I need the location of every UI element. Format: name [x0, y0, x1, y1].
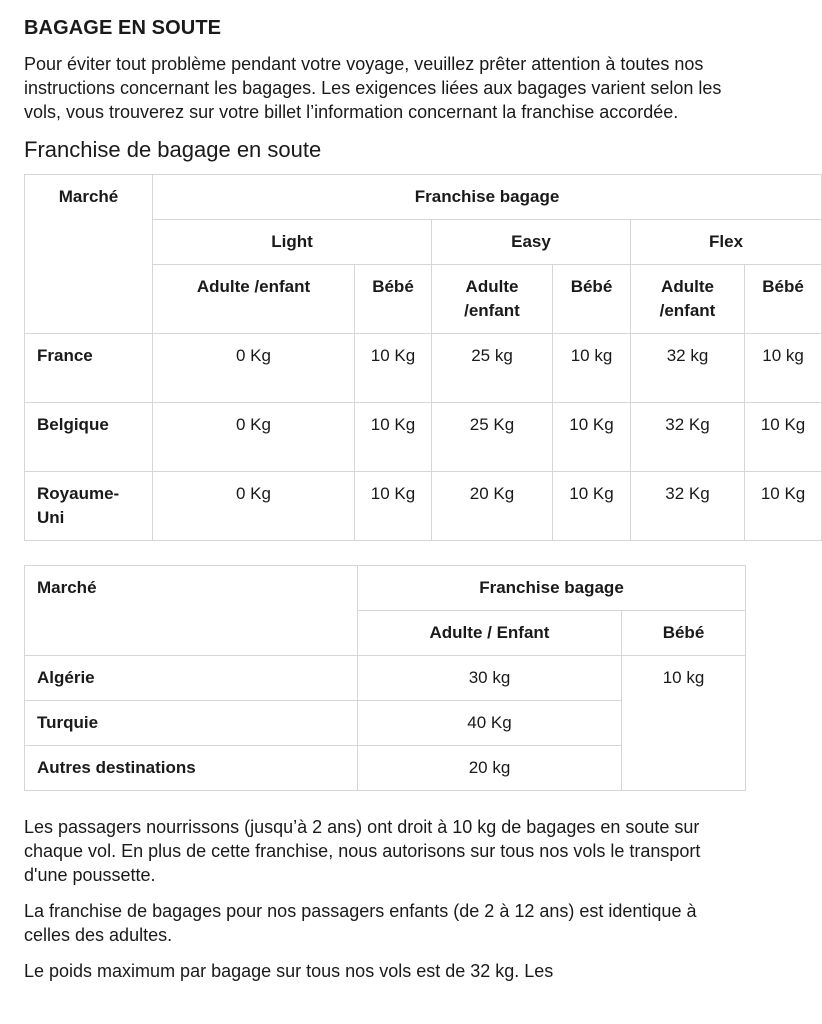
easy-baby-header: Bébé — [553, 265, 631, 334]
easy-adult-cell: 25 Kg — [432, 403, 553, 472]
easy-adult-cell: 25 kg — [432, 334, 553, 403]
easy-baby-cell: 10 kg — [553, 334, 631, 403]
market-cell: Belgique — [25, 403, 153, 472]
table-row — [25, 403, 822, 472]
market-cell: Algérie — [25, 656, 358, 701]
section-title: BAGAGE EN SOUTE — [24, 17, 222, 39]
baby-header: Bébé — [622, 611, 746, 656]
intro-paragraph: Pour éviter tout problème pendant votre voyage, veuillez prêter attention à toutes nos instructions concernant les bagages. Les exigences liées aux bagages varient selon les vols, vous trouverez sur votre billet l’information concernant la franchise accordée. — [24, 54, 722, 122]
fare-easy-header: Easy — [432, 220, 631, 265]
infant-paragraph: Les passagers nourrissons (jusqu’à 2 ans) ont droit à 10 kg de bagages en soute sur chaque vol. En plus de cette franchise, nous autorisons sur tous nos vols le transport d'une poussette. — [24, 817, 701, 885]
cut-off-text-line — [24, 0, 746, 10]
light-adult-header: Adulte /enfant — [153, 265, 355, 334]
flex-baby-cell: 10 Kg — [745, 403, 822, 472]
max-weight-paragraph: Le poids maximum par bagage sur tous nos vols est de 32 kg. Les — [24, 961, 554, 981]
allowance-header: Franchise bagage — [153, 175, 822, 220]
flex-adult-cell: 32 kg — [631, 334, 745, 403]
flex-adult-cell: 32 Kg — [631, 403, 745, 472]
fare-light-header: Light — [153, 220, 432, 265]
market-cell: Royaume-Uni — [25, 472, 153, 541]
allowance-table-other — [24, 565, 746, 791]
light-baby-header: Bébé — [355, 265, 432, 334]
adult-cell: 20 kg — [358, 746, 622, 791]
light-baby-cell: 10 Kg — [355, 403, 432, 472]
light-adult-cell: 0 Kg — [153, 472, 355, 541]
table-row — [25, 334, 822, 403]
page-content — [24, 0, 806, 983]
light-baby-cell: 10 Kg — [355, 472, 432, 541]
adult-cell: 40 Kg — [358, 701, 622, 746]
allowance-header: Franchise bagage — [358, 566, 746, 611]
flex-baby-header: Bébé — [745, 265, 822, 334]
allowance-subheading: Franchise de bagage en soute — [24, 137, 322, 162]
table-row — [25, 656, 746, 701]
easy-adult-cell: 20 Kg — [432, 472, 553, 541]
easy-baby-cell: 10 Kg — [553, 472, 631, 541]
baby-cell: 10 kg — [622, 656, 746, 791]
light-adult-cell: 0 Kg — [153, 334, 355, 403]
easy-baby-cell: 10 Kg — [553, 403, 631, 472]
adult-child-header: Adulte / Enfant — [358, 611, 622, 656]
flex-adult-cell: 32 Kg — [631, 472, 745, 541]
market-cell: France — [25, 334, 153, 403]
allowance-table-europe — [24, 174, 822, 541]
market-header: Marché — [25, 566, 358, 656]
light-adult-cell: 0 Kg — [153, 403, 355, 472]
table-row — [25, 472, 822, 541]
adult-cell: 30 kg — [358, 656, 622, 701]
child-paragraph: La franchise de bagages pour nos passagers enfants (de 2 à 12 ans) est identique à celles des adultes. — [24, 901, 697, 945]
easy-adult-header: Adulte /enfant — [432, 265, 553, 334]
flex-adult-header: Adulte /enfant — [631, 265, 745, 334]
flex-baby-cell: 10 Kg — [745, 472, 822, 541]
light-baby-cell: 10 Kg — [355, 334, 432, 403]
fare-flex-header: Flex — [631, 220, 822, 265]
market-header: Marché — [25, 175, 153, 334]
market-cell: Autres destinations — [25, 746, 358, 791]
flex-baby-cell: 10 kg — [745, 334, 822, 403]
market-cell: Turquie — [25, 701, 358, 746]
